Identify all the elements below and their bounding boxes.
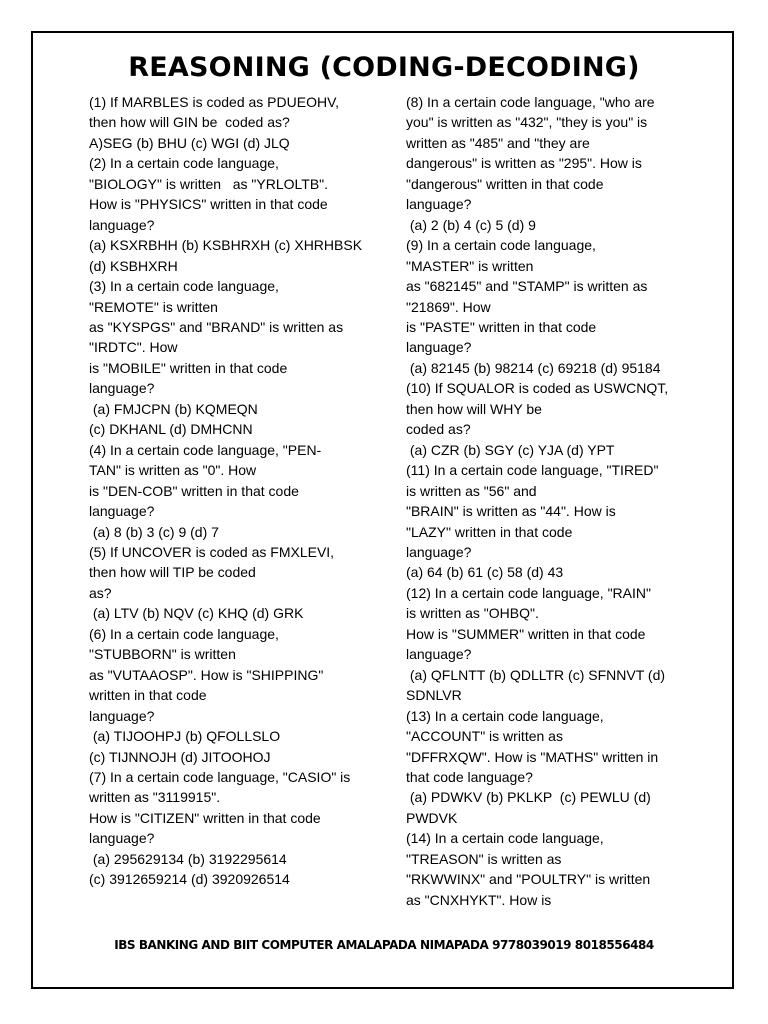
- question-text-line: is written as "56" and: [406, 482, 537, 499]
- footer-contact: IBS BANKING AND BIIT COMPUTER AMALAPADA NIMAPADA 9778039019 8018556484: [114, 938, 654, 952]
- question-text-line: (d) KSBHXRH: [89, 257, 178, 274]
- question-text-line: (a) PDWKV (b) PKLKP (c) PEWLU (d): [406, 789, 651, 806]
- question-text-line: (a) 8 (b) 3 (c) 9 (d) 7: [89, 523, 219, 540]
- question-text-line: coded as?: [406, 421, 471, 438]
- question-text-line: (a) QFLNTT (b) QDLLTR (c) SFNNVT (d): [406, 666, 666, 683]
- question-text-line: language?: [406, 196, 472, 213]
- question-text-line: is "DEN-COB" written in that code: [89, 482, 299, 499]
- question-text-line: (c) 3912659214 (d) 3920926514: [89, 871, 290, 888]
- question-text-line: (c) TIJNNOJH (d) JITOOHOJ: [89, 748, 271, 765]
- question-text-line: (a) 64 (b) 61 (c) 58 (d) 43: [406, 564, 564, 581]
- question-text-line: How is "CITIZEN" written in that code: [89, 809, 321, 826]
- question-text-line: (12) In a certain code language, "RAIN": [406, 584, 651, 601]
- question-text-line: (a) TIJOOHPJ (b) QFOLLSLO: [89, 728, 281, 745]
- question-text-line: (9) In a certain code language,: [406, 237, 596, 254]
- question-text-line: is written as "OHBQ".: [406, 605, 539, 622]
- question-text-line: language?: [89, 830, 155, 847]
- question-text-line: written in that code: [89, 687, 207, 704]
- left-column: [89, 92, 379, 890]
- question-text-line: then how will TIP be coded: [89, 564, 256, 581]
- question-text-line: then how will WHY be: [406, 400, 542, 417]
- question-text-line: as?: [89, 584, 112, 601]
- question-text-line: "IRDTC". How: [89, 339, 178, 356]
- question-text-line: (a) CZR (b) SGY (c) YJA (d) YPT: [406, 441, 615, 458]
- question-text-line: "ACCOUNT" is written as: [406, 728, 563, 745]
- question-text-line: language?: [406, 339, 472, 356]
- question-text-line: "REMOTE" is written: [89, 298, 218, 315]
- question-text-line: (2) In a certain code language,: [89, 155, 279, 172]
- question-text-line: language?: [89, 503, 155, 520]
- question-text-line: (1) If MARBLES is coded as PDUEOHV,: [89, 94, 340, 110]
- question-text-line: (a) 2 (b) 4 (c) 5 (d) 9: [406, 216, 536, 233]
- question-text-line: as "CNXHYKT". How is: [406, 891, 552, 908]
- question-text-line: "RKWWINX" and "POULTRY" is written: [406, 871, 651, 888]
- question-text-line: "21869". How: [406, 298, 491, 315]
- question-text-line: (11) In a certain code language, "TIRED": [406, 462, 659, 479]
- question-text-line: How is "SUMMER" written in that code: [406, 625, 646, 642]
- question-text-line: (a) FMJCPN (b) KQMEQN: [89, 400, 258, 417]
- question-text-line: written as "485" and "they are: [406, 134, 590, 151]
- question-text-line: language?: [89, 216, 155, 233]
- question-text-line: is "PASTE" written in that code: [406, 318, 597, 335]
- page-title: REASONING (CODING-DECODING): [128, 52, 640, 83]
- question-text-line: "BRAIN" is written as "44". How is: [406, 503, 616, 520]
- question-text-line: as "KYSPGS" and "BRAND" is written as: [89, 318, 344, 335]
- question-text-line: (a) LTV (b) NQV (c) KHQ (d) GRK: [89, 605, 304, 622]
- question-text-line: that code language?: [406, 768, 533, 785]
- question-text-line: (a) 295629134 (b) 3192295614: [89, 850, 287, 867]
- question-text-line: you" is written as "432", "they is you" is: [406, 114, 648, 131]
- question-text-line: How is "PHYSICS" written in that code: [89, 196, 328, 213]
- question-text-line: (a) KSXRBHH (b) KSBHRXH (c) XHRHBSK: [89, 237, 363, 254]
- question-text-line: dangerous" is written as "295". How is: [406, 155, 642, 172]
- question-text-line: (8) In a certain code language, "who are: [406, 94, 655, 110]
- question-text-line: A)SEG (b) BHU (c) WGI (d) JLQ: [89, 134, 290, 151]
- question-text-line: then how will GIN be coded as?: [89, 114, 290, 131]
- question-text-line: written as "3119915".: [89, 789, 221, 806]
- question-text-line: SDNLVR: [406, 687, 462, 704]
- question-text-line: TAN" is written as "0". How: [89, 462, 257, 479]
- question-text-line: (3) In a certain code language,: [89, 278, 279, 295]
- question-text-line: language?: [89, 380, 155, 397]
- question-text-line: is "MOBILE" written in that code: [89, 359, 288, 376]
- question-text-line: (c) DKHANL (d) DMHCNN: [89, 421, 253, 438]
- question-text-line: "TREASON" is written as: [406, 850, 562, 867]
- question-text-line: (a) 82145 (b) 98214 (c) 69218 (d) 95184: [406, 359, 661, 376]
- question-text-line: "LAZY" written in that code: [406, 523, 573, 540]
- question-text-line: "STUBBORN" is written: [89, 646, 236, 663]
- question-text-line: (6) In a certain code language,: [89, 625, 279, 642]
- question-text-line: language?: [406, 646, 472, 663]
- question-text-line: "MASTER" is written: [406, 257, 534, 274]
- question-text-line: PWDVK: [406, 809, 458, 826]
- question-text-line: language?: [89, 707, 155, 724]
- question-text-line: language?: [406, 543, 472, 560]
- question-text-line: (14) In a certain code language,: [406, 830, 604, 847]
- question-text-line: (7) In a certain code language, "CASIO" is: [89, 768, 351, 785]
- question-text-line: "dangerous" written in that code: [406, 175, 604, 192]
- question-text-line: (13) In a certain code language,: [406, 707, 604, 724]
- question-text-line: "DFFRXQW". How is "MATHS" written in: [406, 748, 659, 765]
- question-text-line: "BIOLOGY" is written as "YRLOLTB".: [89, 175, 329, 192]
- question-text-line: (10) If SQUALOR is coded as USWCNQT,: [406, 380, 669, 397]
- question-text-line: (4) In a certain code language, "PEN-: [89, 441, 322, 458]
- question-text-line: (5) If UNCOVER is coded as FMXLEVI,: [89, 543, 335, 560]
- question-text-line: as "VUTAAOSP". How is "SHIPPING": [89, 666, 324, 683]
- question-text-line: as "682145" and "STAMP" is written as: [406, 278, 648, 295]
- right-column: [406, 92, 696, 910]
